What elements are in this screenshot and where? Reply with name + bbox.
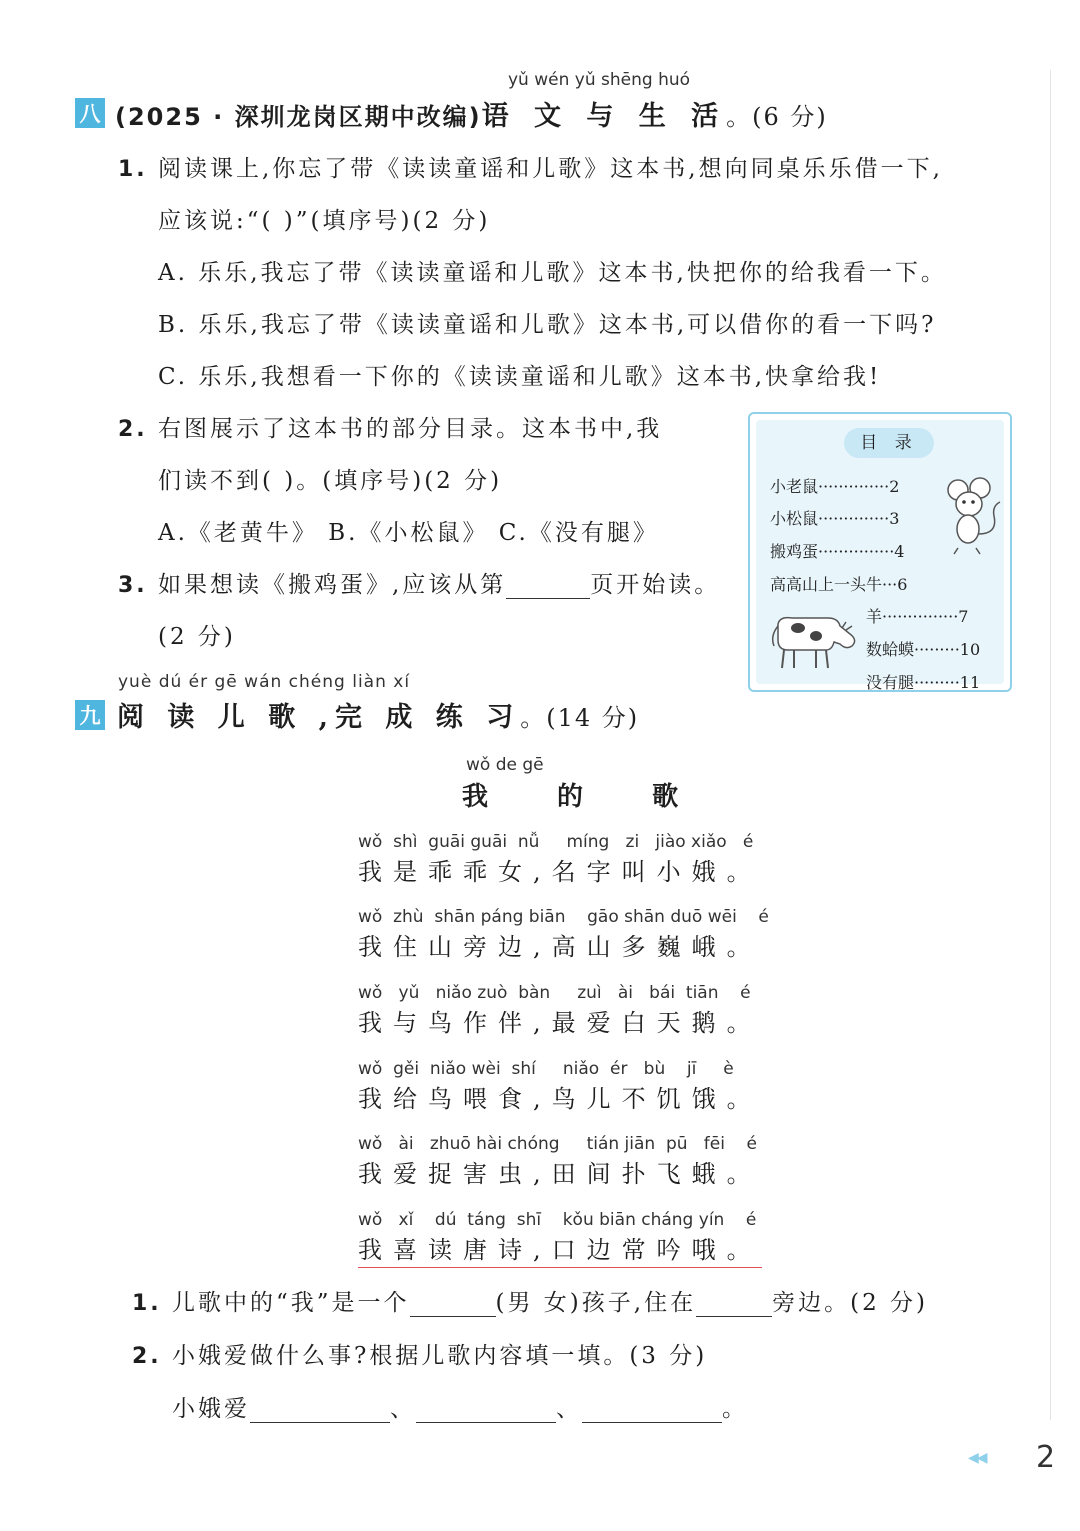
- s9-q2-sep: 、: [556, 1396, 582, 1422]
- s8-q3-line1: [118, 566, 720, 599]
- poem-line-pinyin: wǒ gěi niǎo wèi shí niǎo ér bù jī è: [358, 1059, 734, 1079]
- poem-line-text: 我是乖乖女,名字叫小娥。: [358, 858, 762, 886]
- section9-title-main: 阅 读 儿 歌 ,完 成 练 习: [117, 702, 521, 733]
- poem-line-text: 我住山旁边,高山多巍峨。: [358, 933, 762, 961]
- section9-score: 。(14 分): [520, 704, 640, 732]
- toc-item: 羊···············7: [866, 607, 969, 626]
- toc-heading: 目 录: [844, 428, 934, 458]
- s8-q1-num: 1.: [118, 157, 148, 182]
- s8-q3-text-a: 如果想读《搬鸡蛋》,应该从第: [157, 572, 507, 598]
- s9-q1-blank-place[interactable]: [696, 1294, 772, 1317]
- margin-rule: [1050, 70, 1051, 1420]
- section8-pinyin: yǔ wén yǔ shēng huó: [508, 70, 691, 90]
- poem-line-pinyin: wǒ zhù shān páng biān gāo shān duō wēi é: [358, 907, 769, 927]
- s9-q2-fill-label: 小娥爱: [172, 1396, 250, 1422]
- toc-inner: [756, 420, 1004, 692]
- s9-q2-sep: 、: [390, 1396, 416, 1422]
- s9-q1-num: 1.: [132, 1291, 162, 1316]
- s8-q1-text1: 阅读课上,你忘了带《读读童谣和儿歌》这本书,想向同桌乐乐借一下,: [157, 156, 943, 182]
- s9-q2: [132, 1337, 707, 1370]
- section8-title: [115, 94, 828, 133]
- s8-q2-text1: 右图展示了这本书的部分目录。这本书中,我: [157, 416, 663, 442]
- section8-score: 。(6 分): [726, 103, 828, 131]
- poem-line-pinyin: wǒ ài zhuō hài chóng tián jiān pū fēi é: [358, 1134, 758, 1154]
- s9-q2-end: 。: [722, 1396, 748, 1422]
- poem-title: 我 的 歌: [462, 782, 709, 812]
- section9-badge: 九: [75, 700, 105, 730]
- poem-line: [358, 832, 762, 887]
- s9-q2-fill: [172, 1390, 748, 1423]
- s8-q2-num: 2.: [118, 417, 148, 442]
- s8-q1-option-c: C. 乐乐,我想看一下你的《读读童谣和儿歌》这本书,快拿给我!: [158, 364, 882, 390]
- poem-line-text-underlined: 我喜读唐诗,口边常吟哦。: [358, 1230, 762, 1268]
- s9-q1-text-b: (男 女)孩子,住在: [495, 1290, 697, 1316]
- poem-line: [358, 1134, 762, 1189]
- s8-q2-options: A.《老黄牛》 B.《小松鼠》 C.《没有腿》: [158, 520, 659, 546]
- section8-title-main: 语 文 与 生 活: [481, 101, 727, 132]
- s8-q2-line2: 们读不到( )。(填序号)(2 分): [158, 468, 503, 494]
- s8-q1-option-b: B. 乐乐,我忘了带《读读童谣和儿歌》这本书,可以借你的看一下吗?: [158, 312, 937, 338]
- s8-q1-line2: 应该说:“( )”(填序号)(2 分): [158, 208, 491, 234]
- s9-q2-blank-2[interactable]: [416, 1400, 556, 1423]
- s9-q2-num: 2.: [132, 1344, 162, 1369]
- poem-line-text: 我爱捉害虫,田间扑飞蛾。: [358, 1160, 762, 1188]
- s8-q2-line1: [118, 410, 662, 443]
- toc-box: [748, 412, 1012, 692]
- s9-q1-text-c: 旁边。(2 分): [772, 1290, 928, 1316]
- poem-title-pinyin: wǒ de gē: [466, 755, 544, 775]
- s8-q3-text-b: 页开始读。: [590, 572, 721, 598]
- s9-q1: [132, 1284, 928, 1317]
- mouse-illustration-icon: [942, 476, 1004, 556]
- toc-item: 搬鸡蛋···············4: [770, 542, 905, 561]
- poem-line-pinyin: wǒ xǐ dú táng shī kǒu biān cháng yín é: [358, 1210, 757, 1230]
- toc-item: 小老鼠··············2: [770, 477, 900, 496]
- s8-q1-line1: [118, 150, 943, 183]
- poem-line: [358, 1059, 762, 1114]
- s9-q2-blank-1[interactable]: [250, 1400, 390, 1423]
- poem-line-text: 我与鸟作伴,最爱白天鹅。: [358, 1009, 762, 1037]
- section8-source: (2025 · 深圳龙岗区期中改编): [115, 103, 482, 131]
- s9-q2-blank-3[interactable]: [582, 1400, 722, 1423]
- poem-line: [358, 907, 769, 962]
- s9-q1-text-a: 儿歌中的“我”是一个: [171, 1290, 410, 1316]
- toc-item: 小松鼠··············3: [770, 509, 900, 528]
- s9-q1-blank-gender[interactable]: [410, 1294, 496, 1317]
- poem-line: [358, 1210, 762, 1268]
- cow-illustration-icon: [768, 606, 860, 672]
- s9-q2-text: 小娥爱做什么事?根据儿歌内容填一填。(3 分): [171, 1343, 708, 1369]
- section8-badge: 八: [75, 98, 105, 128]
- poem-line: [358, 983, 762, 1038]
- page-number: 2: [1036, 1440, 1056, 1475]
- section9-title: [117, 695, 639, 734]
- s8-q3-blank[interactable]: [506, 576, 590, 599]
- s8-q3-line2: (2 分): [158, 624, 236, 650]
- toc-item: 数蛤蟆·········10: [866, 640, 981, 659]
- poem-line-pinyin: wǒ shì guāi guāi nǚ míng zi jiào xiǎo é: [358, 832, 754, 852]
- s8-q1-option-a: A. 乐乐,我忘了带《读读童谣和儿歌》这本书,快把你的给我看一下。: [158, 260, 947, 286]
- page-arrows-icon: ◀◀: [968, 1450, 986, 1466]
- s8-q3-num: 3.: [118, 573, 148, 598]
- poem-line-text: 我给鸟喂食,鸟儿不饥饿。: [358, 1085, 762, 1113]
- toc-item: 没有腿·········11: [866, 673, 981, 692]
- poem-line-pinyin: wǒ yǔ niǎo zuò bàn zuì ài bái tiān é: [358, 983, 751, 1003]
- toc-item: 高高山上一头牛···6: [770, 575, 908, 594]
- section9-pinyin: yuè dú ér gē wán chéng liàn xí: [118, 672, 411, 692]
